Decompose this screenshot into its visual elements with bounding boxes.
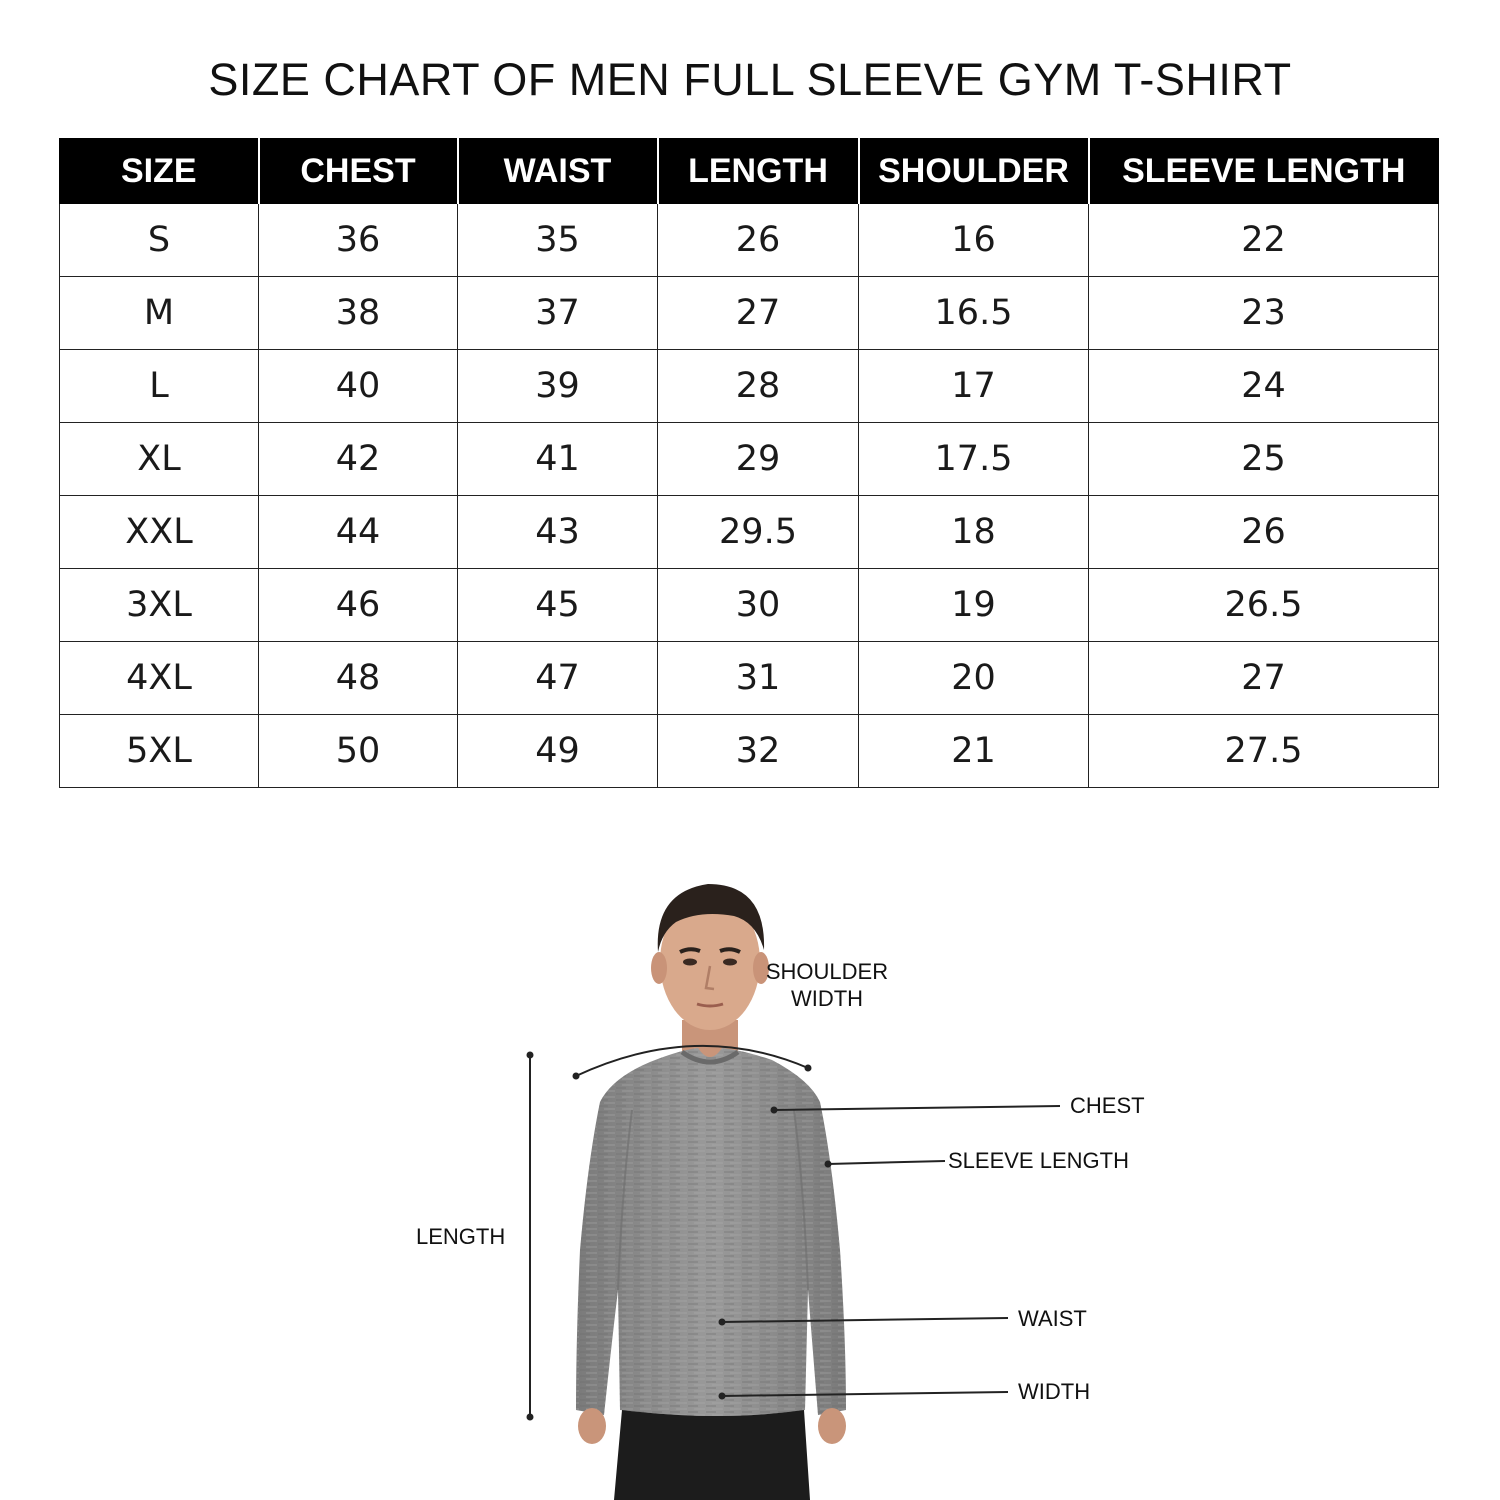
cell-shoulder: 17 (859, 350, 1089, 423)
cell-size: 4XL (60, 642, 259, 715)
cell-sleeve-length: 23 (1089, 277, 1439, 350)
sleeve-length-label: SLEEVE LENGTH (948, 1148, 1129, 1173)
cell-sleeve-length: 22 (1089, 204, 1439, 277)
width-pointer-dot (719, 1393, 726, 1400)
table-row (60, 423, 1439, 496)
cell-shoulder: 16.5 (859, 277, 1089, 350)
cell-sleeve-length: 26.5 (1089, 569, 1439, 642)
waist-pointer-dot (719, 1319, 726, 1326)
chest-pointer-dot (771, 1107, 778, 1114)
width-label: WIDTH (1018, 1379, 1091, 1404)
table-row (60, 642, 1439, 715)
cell-shoulder: 16 (859, 204, 1089, 277)
cell-sleeve-length: 24 (1089, 350, 1439, 423)
cell-size: 3XL (60, 569, 259, 642)
table-row (60, 204, 1439, 277)
sleeve-length-pointer (828, 1161, 945, 1164)
cell-size: XXL (60, 496, 259, 569)
header-length: LENGTH (658, 139, 859, 204)
cell-chest: 38 (259, 277, 458, 350)
table-row (60, 277, 1439, 350)
cell-waist: 45 (458, 569, 658, 642)
table-row (60, 569, 1439, 642)
cell-waist: 37 (458, 277, 658, 350)
measurement-figure (400, 870, 1200, 1500)
cell-waist: 43 (458, 496, 658, 569)
shoulder-width-end-left (573, 1073, 580, 1080)
header-size: SIZE (60, 139, 259, 204)
cell-length: 31 (658, 642, 859, 715)
cell-length: 29 (658, 423, 859, 496)
cell-waist: 49 (458, 715, 658, 788)
shoulder-width-label-line1: SHOULDER (765, 959, 889, 984)
cell-size: M (60, 277, 259, 350)
length-end-bottom (527, 1414, 534, 1421)
table-row (60, 350, 1439, 423)
cell-chest: 46 (259, 569, 458, 642)
header-chest: CHEST (259, 139, 458, 204)
model-eye-right (723, 959, 737, 966)
table-row (60, 496, 1439, 569)
cell-chest: 44 (259, 496, 458, 569)
cell-shoulder: 17.5 (859, 423, 1089, 496)
cell-waist: 41 (458, 423, 658, 496)
model-pants (614, 1410, 810, 1500)
cell-length: 29.5 (658, 496, 859, 569)
cell-length: 26 (658, 204, 859, 277)
page-title: SIZE CHART OF MEN FULL SLEEVE GYM T-SHIRT (208, 54, 1292, 105)
cell-size: XL (60, 423, 259, 496)
cell-size: L (60, 350, 259, 423)
cell-sleeve-length: 26 (1089, 496, 1439, 569)
shoulder-width-end-right (805, 1065, 812, 1072)
cell-chest: 40 (259, 350, 458, 423)
model-hand-right (818, 1408, 846, 1444)
model-eye-left (683, 959, 697, 966)
cell-waist: 47 (458, 642, 658, 715)
cell-sleeve-length: 27.5 (1089, 715, 1439, 788)
length-label: LENGTH (416, 1224, 506, 1249)
cell-waist: 35 (458, 204, 658, 277)
model-hand-left (578, 1408, 606, 1444)
cell-shoulder: 21 (859, 715, 1089, 788)
header-sleeve-length: SLEEVE LENGTH (1089, 139, 1439, 204)
length-end-top (527, 1052, 534, 1059)
sleeve-length-pointer-dot (825, 1161, 832, 1168)
cell-length: 27 (658, 277, 859, 350)
cell-chest: 48 (259, 642, 458, 715)
table-row (60, 715, 1439, 788)
header-waist: WAIST (458, 139, 658, 204)
cell-chest: 50 (259, 715, 458, 788)
cell-size: 5XL (60, 715, 259, 788)
cell-length: 32 (658, 715, 859, 788)
model-ear-left (651, 952, 667, 984)
cell-waist: 39 (458, 350, 658, 423)
chest-label: CHEST (1070, 1093, 1145, 1118)
cell-sleeve-length: 27 (1089, 642, 1439, 715)
cell-chest: 42 (259, 423, 458, 496)
cell-length: 30 (658, 569, 859, 642)
cell-sleeve-length: 25 (1089, 423, 1439, 496)
cell-shoulder: 20 (859, 642, 1089, 715)
header-shoulder: SHOULDER (859, 139, 1089, 204)
cell-size: S (60, 204, 259, 277)
cell-length: 28 (658, 350, 859, 423)
cell-chest: 36 (259, 204, 458, 277)
waist-label: WAIST (1018, 1306, 1087, 1331)
shoulder-width-label (762, 958, 892, 1012)
table-header-row (60, 139, 1439, 204)
cell-shoulder: 19 (859, 569, 1089, 642)
size-chart-table (59, 138, 1439, 788)
shoulder-width-label-line2: WIDTH (790, 986, 864, 1011)
cell-shoulder: 18 (859, 496, 1089, 569)
